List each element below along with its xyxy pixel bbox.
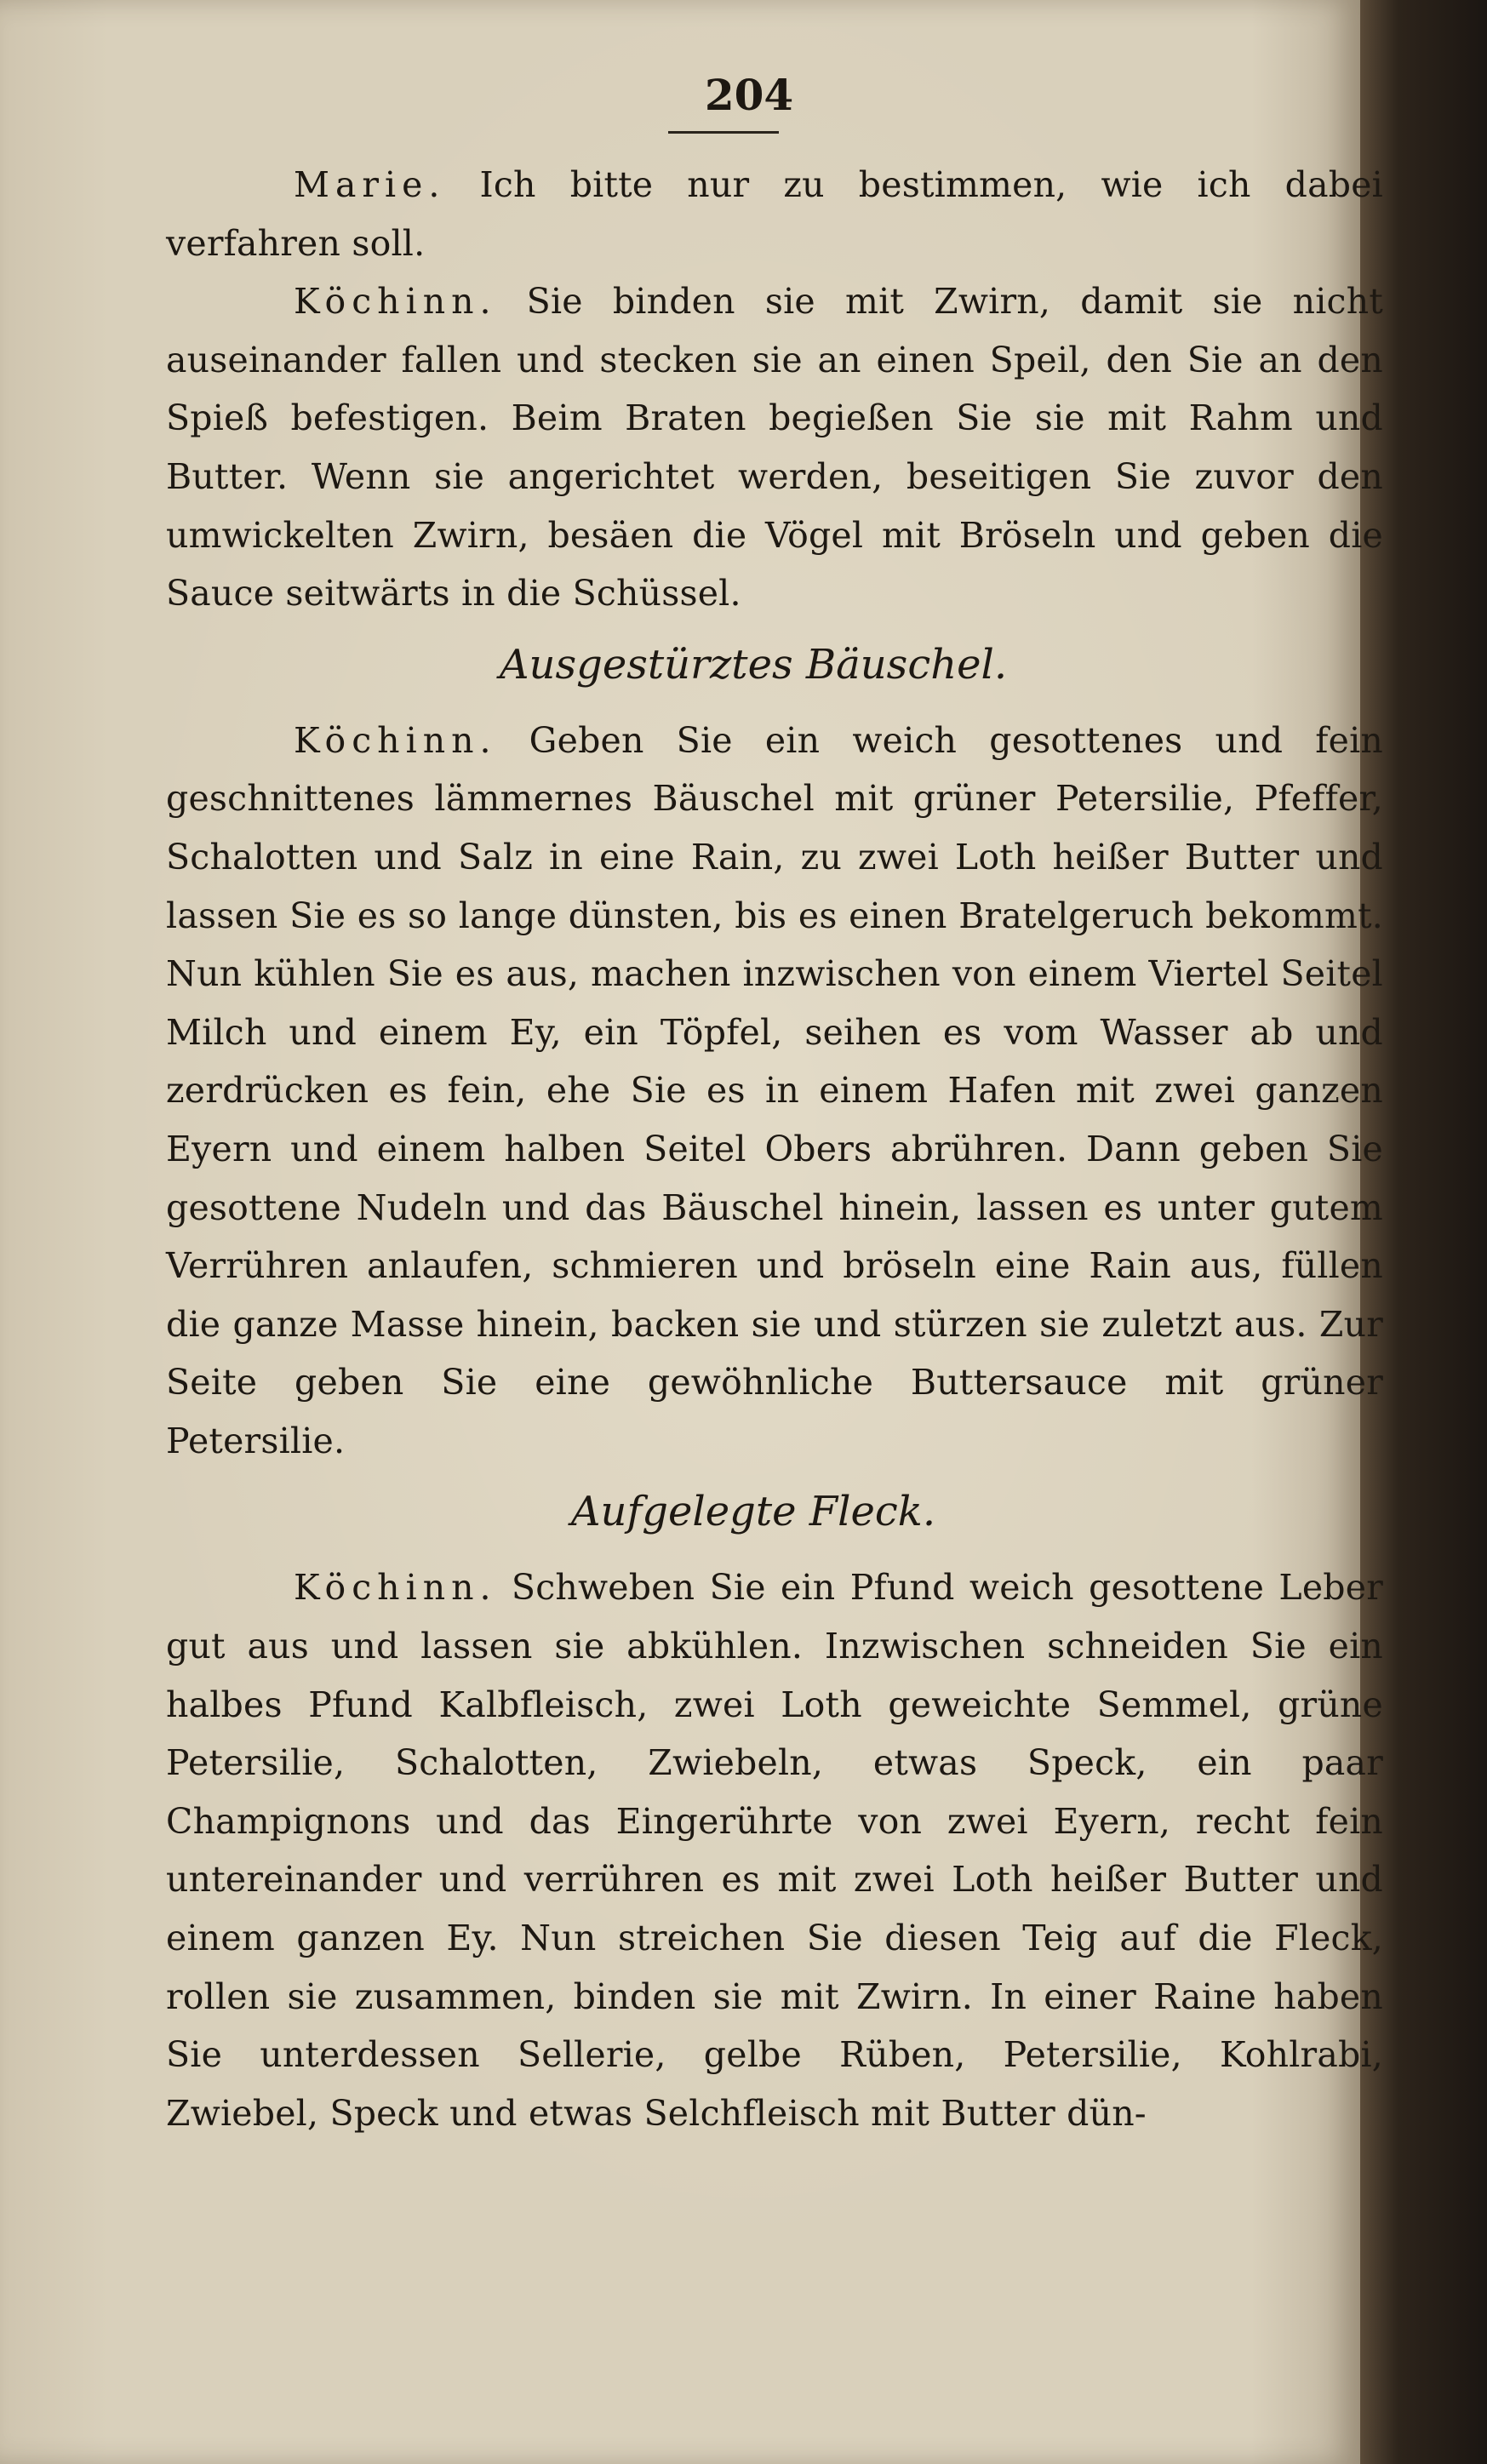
speaker-label: Marie. (294, 164, 446, 205)
paragraph-koechinn-3 (166, 1558, 1383, 2142)
paragraph-koechinn-1 (166, 272, 1383, 623)
page-text-block (166, 68, 1383, 2142)
paragraph-marie (166, 156, 1383, 272)
recipe-heading-fleck: Aufgelegte Fleck. (570, 1488, 936, 1536)
paragraph-text: Geben Sie ein weich gesottenes und fein geschnittenes lämmernes Bäuschel mit grüner Petersilie, Pfeffer, Schalotten und Salz in eine Rain, zu zwei Loth heißer Butter und lassen Sie es so lange dünsten, bis es einen Bratelgeruch bekommt. Nun kühlen Sie es aus, machen inzwischen von einem Viertel Seitel Milch und einem Ey, ein Töpfel, seihen es vom Wasser ab und zerdrücken es fein, ehe Sie es in einem Hafen mit zwei ganzen Eyern und einem halben Seitel Obers abrühren. Dann geben Sie gesottene Nudeln und das Bäuschel hinein, lassen es unter gutem Verrühren anlaufen, schmieren und bröseln eine Rain aus, füllen die ganze Masse hinein, backen sie und stürzen sie zuletzt aus. Zur Seite geben Sie eine gewöhnliche Buttersauce mit grüner Petersilie. (166, 719, 1384, 1461)
speaker-label: Köchinn. (294, 719, 497, 761)
paragraph-text: Ich bitte nur zu bestimmen, wie ich dabei verfahren soll. (166, 164, 1383, 264)
page-number: 204 (704, 70, 794, 120)
speaker-label: Köchinn. (294, 1567, 497, 1609)
paragraph-text: Sie binden sie mit Zwirn, damit sie nicht auseinander fallen und stecken sie an einen Speil, den Sie an den Spieß befestigen. Beim Braten begießen Sie sie mit Rahm und Butter. Wenn sie angerichtet werden, beseitigen Sie zuvor den umwickelten Zwirn, besäen die Vögel mit Bröseln und geben die Sauce seitwärts in die Schüssel. (166, 281, 1384, 615)
page-number-rule (668, 131, 779, 134)
paragraph-koechinn-2 (166, 712, 1383, 1471)
speaker-label: Köchinn. (294, 281, 497, 323)
paragraph-text: Schweben Sie ein Pfund weich gesottene Leber gut aus und lassen sie abkühlen. Inzwischen schneiden Sie ein halbes Pfund Kalbfleisch, zwei Loth geweichte Semmel, grüne Petersilie, Schalotten, Zwiebeln, etwas Speck, ein paar Champignons und das Eingerührte von zwei Eyern, recht fein untereinander und verrühren es mit zwei Loth heißer Butter und einem ganzen Ey. Nun streichen Sie diesen Teig auf die Fleck, rollen sie zusammen, binden sie mit Zwirn. In einer Raine haben Sie unterdessen Sellerie, gelbe Rüben, Petersilie, Kohlrabi, Zwiebel, Speck und etwas Selchfleisch mit Butter dün- (166, 1567, 1383, 2134)
recipe-heading-baeuschel: Ausgestürztes Bäuschel. (499, 640, 1008, 689)
